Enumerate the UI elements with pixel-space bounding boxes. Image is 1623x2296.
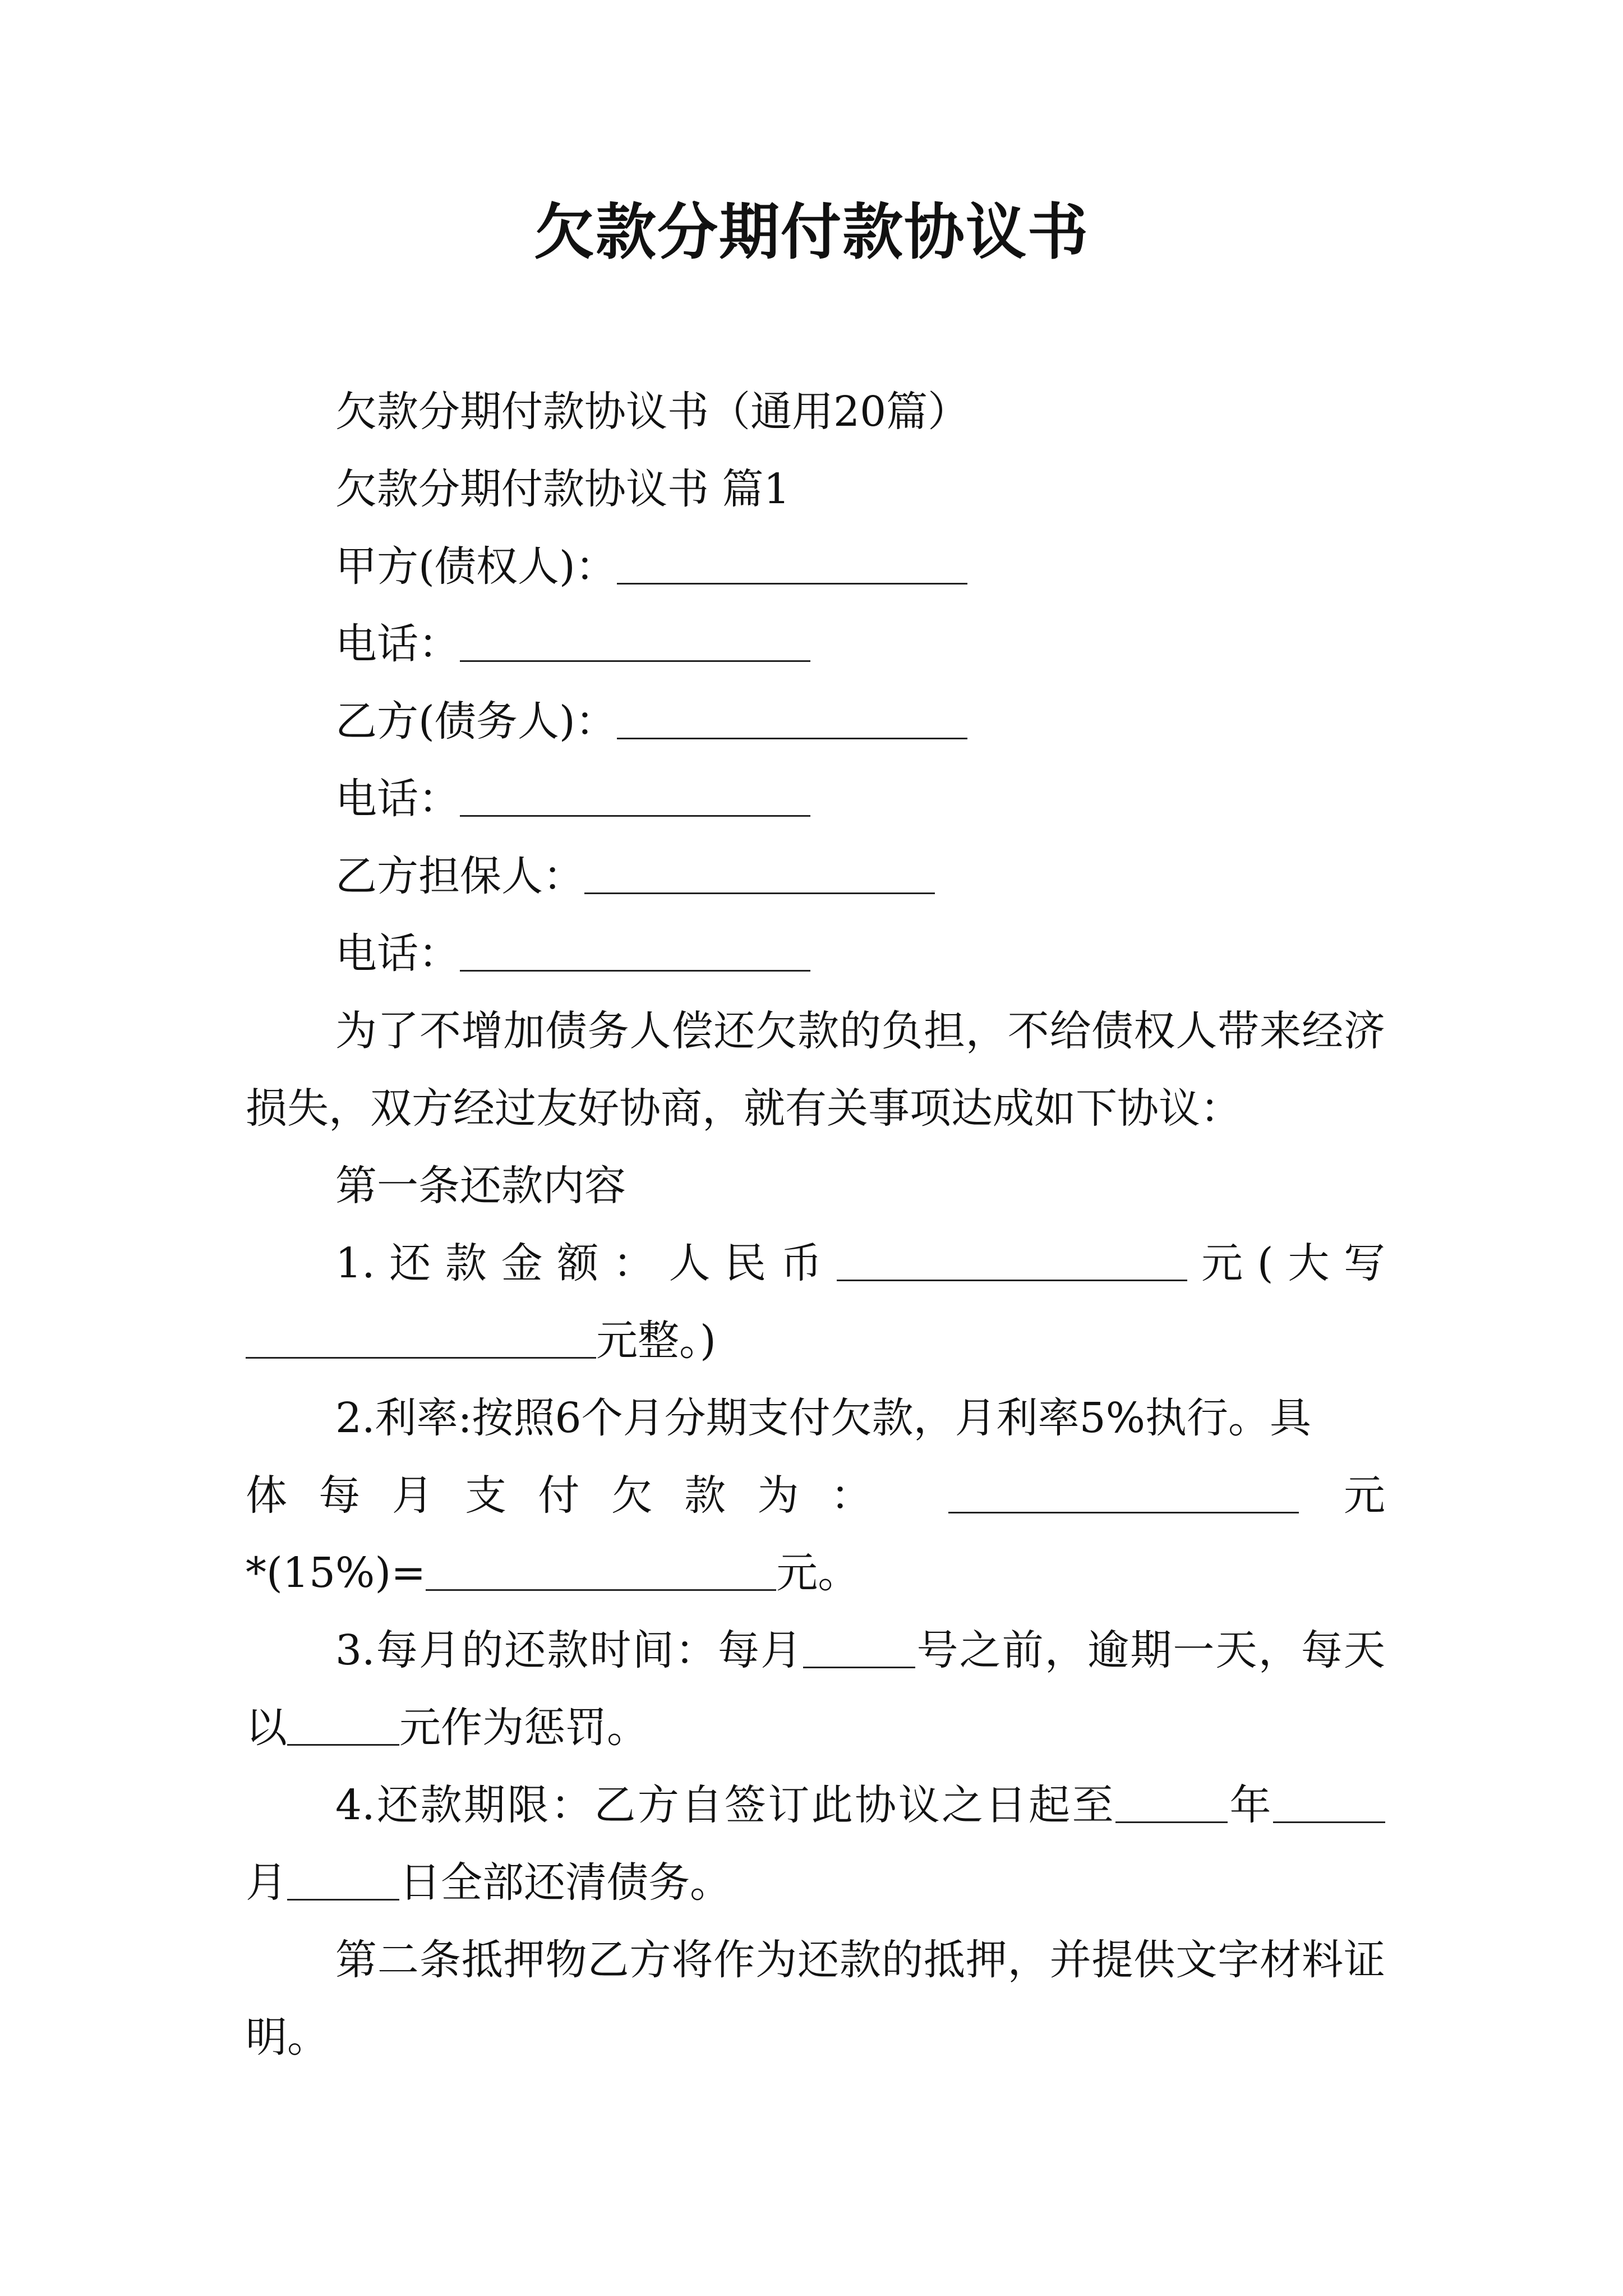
fill-blank: [460, 623, 810, 662]
item-3-mid: 号之前，逾期一天，每天以: [246, 1626, 1386, 1752]
item-2-line-3-prefix: *(15%)=: [246, 1549, 426, 1597]
item-1-mid: 元(大写: [1187, 1239, 1385, 1287]
fill-blank: [460, 933, 810, 972]
field-creditor: [246, 528, 1385, 605]
fill-blank: [837, 1243, 1187, 1282]
field-label: 电话：: [335, 930, 460, 978]
field-guarantor-phone: [246, 915, 1385, 992]
item-1-suffix: 元整。): [596, 1317, 716, 1365]
fill-blank: [948, 1475, 1299, 1514]
item-2-line-2-suffix: 元: [1344, 1471, 1386, 1520]
fill-blank: [584, 855, 935, 895]
article-2-paragraph: 第二条抵押物乙方将作为还款的抵押，并提供文字材料证明。: [246, 1936, 1385, 2062]
field-label: 乙方(债务人)：: [335, 697, 617, 746]
fill-blank: [426, 1552, 776, 1591]
item-3-prefix: 3.每月的还款时间：每月: [335, 1626, 804, 1674]
item-1-amount: [246, 1225, 1385, 1379]
section-heading: 欠款分期付款协议书 篇1: [335, 465, 790, 513]
field-debtor-phone: [246, 760, 1385, 838]
fill-blank: [1115, 1784, 1228, 1824]
intro-paragraph: 为了不增加债务人偿还欠款的负担，不给债权人带来经济损失，双方经过友好协商，就有关事项达成如下协议：: [246, 1007, 1385, 1133]
fill-blank: [617, 701, 967, 740]
item-4-payment-deadline: [246, 1766, 1385, 1921]
item-2-line-3: [246, 1534, 1385, 1612]
field-label: 电话：: [335, 775, 460, 823]
document-body: [246, 373, 1385, 2076]
document-subtitle: 欠款分期付款协议书（通用20篇）: [335, 388, 970, 436]
fill-blank: [617, 546, 967, 585]
item-3-payment-time: [246, 1612, 1385, 1766]
article-1-heading: 第一条还款内容: [335, 1162, 626, 1210]
item-1-prefix: 1.还款金额：人民币: [335, 1239, 837, 1287]
item-4-prefix: 4.还款期限：乙方自签订此协议之日起至: [335, 1781, 1116, 1829]
field-creditor-phone: [246, 605, 1385, 683]
item-3-suffix: 元作为惩罚。: [399, 1704, 648, 1752]
item-4-year: 年: [1228, 1781, 1274, 1829]
field-label: 乙方担保人：: [335, 852, 584, 900]
field-label: 电话：: [335, 620, 460, 668]
item-2-line-2: [246, 1457, 1385, 1534]
fill-blank: [287, 1862, 399, 1901]
item-2-line-3-suffix: 元。: [776, 1549, 860, 1597]
field-label: 甲方(债权人)：: [335, 542, 617, 591]
fill-blank: [246, 1320, 596, 1359]
fill-blank: [1273, 1784, 1385, 1824]
field-guarantor: [246, 838, 1385, 915]
fill-blank: [803, 1630, 915, 1669]
item-2-line-1: 2.利率:按照6个月分期支付欠款，月利率5%执行。具: [335, 1394, 1312, 1442]
fill-blank: [287, 1707, 399, 1746]
item-2-line-2-prefix: 体每月支付欠款为：: [246, 1471, 904, 1520]
field-debtor: [246, 683, 1385, 760]
document-title: 欠款分期付款协议书: [533, 197, 1089, 268]
item-4-suffix: 日全部还清债务。: [399, 1858, 731, 1907]
fill-blank: [460, 778, 810, 817]
item-4-month: 月: [246, 1858, 287, 1907]
